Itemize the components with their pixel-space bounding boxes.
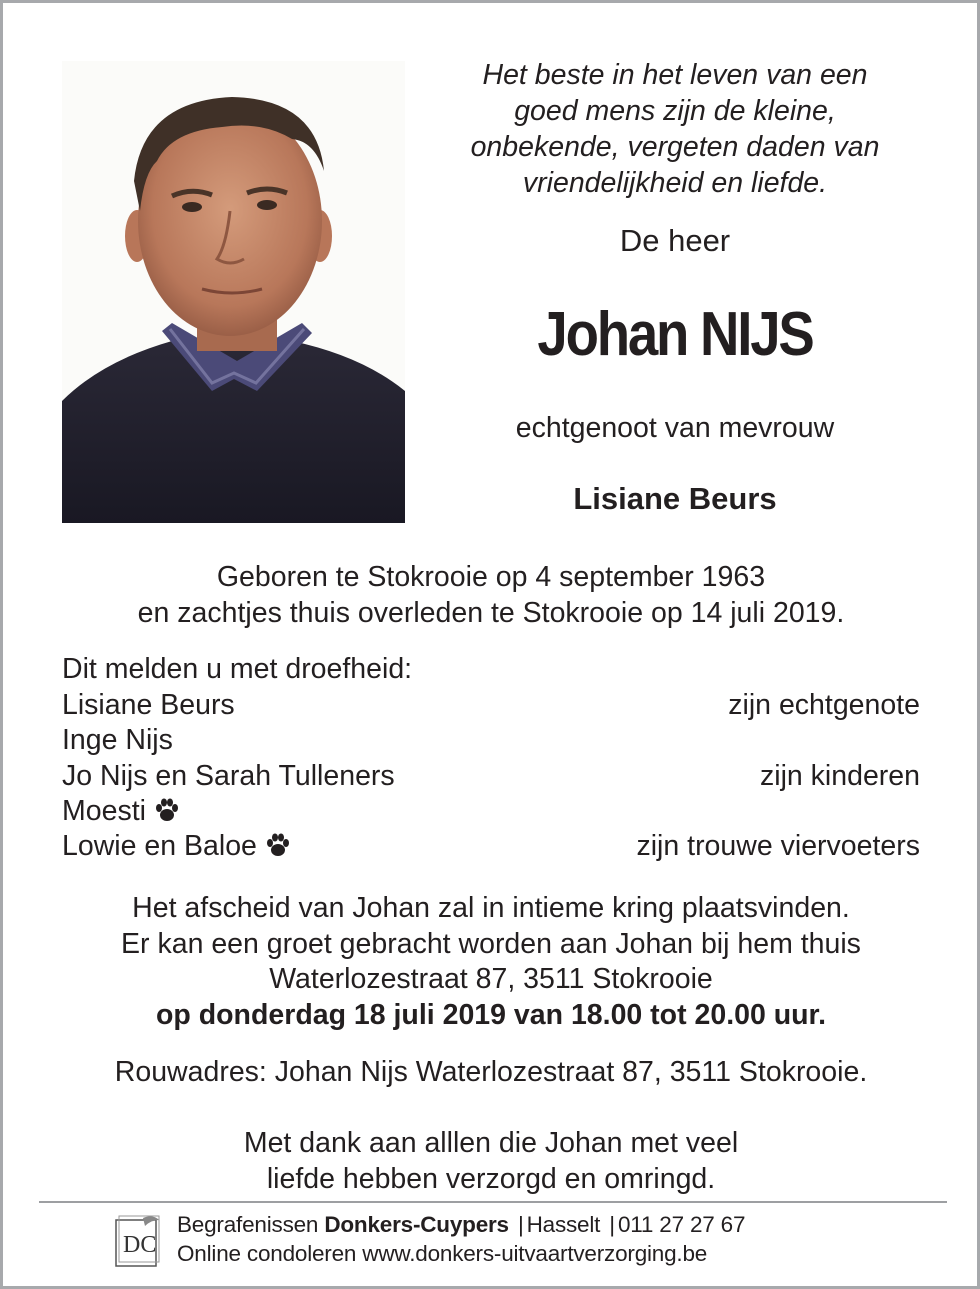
mourner-relation: zijn trouwe viervoeters — [636, 830, 920, 862]
mourning-address: Rouwadres: Johan Nijs Waterlozestraat 87, 3511 Stokrooie. — [114, 1056, 868, 1088]
condolence-label: Online condoleren — [177, 1241, 357, 1266]
mourner-row — [62, 760, 920, 795]
quote-line: goed mens zijn de kleine, — [514, 95, 836, 127]
footer-line-company — [177, 1210, 745, 1239]
paw-icon — [265, 832, 291, 858]
mourner-name-text: Lisiane Beurs — [62, 689, 235, 721]
footer-prefix: Begrafenissen — [177, 1212, 319, 1237]
company-city: Hasselt — [526, 1212, 601, 1237]
mourner-row — [62, 830, 920, 865]
separator: | — [609, 1212, 615, 1237]
thanks-line: Met dank aan alllen die Johan met veel — [243, 1127, 739, 1159]
funeral-home-logo — [113, 1212, 161, 1268]
logo-monogram: DC — [123, 1232, 157, 1258]
mourner-relation: zijn kinderen — [759, 760, 920, 792]
honorific: De heer — [619, 223, 731, 258]
company-name: Donkers-Cuypers — [324, 1212, 509, 1237]
funeral-home-info — [177, 1210, 745, 1268]
mourner-name — [62, 760, 395, 793]
visitation-time: op donderdag 18 juli 2019 van 18.00 tot 20.00 uur. — [156, 998, 826, 1031]
mourner-name — [62, 724, 173, 757]
spouse-name: Lisiane Beurs — [573, 481, 777, 516]
quote-line: onbekende, vergeten daden van — [470, 131, 880, 163]
farewell-address: Waterlozestraat 87, 3511 Stokrooie — [269, 963, 713, 995]
death-line: en zachtjes thuis overleden te Stokrooie op 14 juli 2019. — [137, 596, 845, 629]
portrait-photo — [62, 61, 405, 523]
mourner-name — [62, 689, 235, 722]
mourner-name-text: Moesti — [62, 795, 146, 827]
farewell-line: Het afscheid van Johan zal in intieme kring plaatsvinden. — [132, 892, 850, 924]
quote-line: vriendelijkheid en liefde. — [522, 167, 828, 199]
farewell-line: Er kan een groet gebracht worden aan Johan bij hem thuis — [121, 927, 861, 960]
footer-divider — [39, 1201, 947, 1203]
spouse-intro: echtgenoot van mevrouw — [515, 412, 835, 444]
quote-line: Het beste in het leven van een — [482, 59, 868, 91]
mourner-name-text: Inge Nijs — [62, 724, 173, 756]
separator: | — [517, 1212, 524, 1237]
footer-line-website — [177, 1239, 745, 1268]
mourner-relation: zijn echtgenote — [728, 689, 920, 721]
memorial-quote — [423, 57, 927, 201]
mourner-row — [62, 795, 920, 830]
life-dates — [3, 560, 979, 631]
thanks-line: liefde hebben verzorgd en omringd. — [266, 1162, 716, 1195]
thanks-section — [3, 1126, 979, 1197]
mourner-row — [62, 689, 920, 724]
farewell-section — [3, 891, 979, 1033]
birth-line: Geboren te Stokrooie op 4 september 1963 — [216, 561, 766, 593]
mourner-row — [62, 724, 920, 759]
deceased-name: Johan NIJS — [537, 300, 813, 369]
mourner-name — [62, 830, 291, 863]
mourner-name-text: Jo Nijs en Sarah Tulleners — [62, 760, 395, 792]
mourners-intro: Dit melden u met droefheid: — [62, 653, 413, 685]
website-link[interactable]: www.donkers-uitvaartverzorging.be — [362, 1241, 708, 1266]
paw-icon — [154, 797, 180, 823]
mourner-name-text: Lowie en Baloe — [62, 830, 257, 862]
company-phone[interactable]: 011 27 27 67 — [617, 1212, 746, 1237]
mourner-name — [62, 795, 180, 828]
